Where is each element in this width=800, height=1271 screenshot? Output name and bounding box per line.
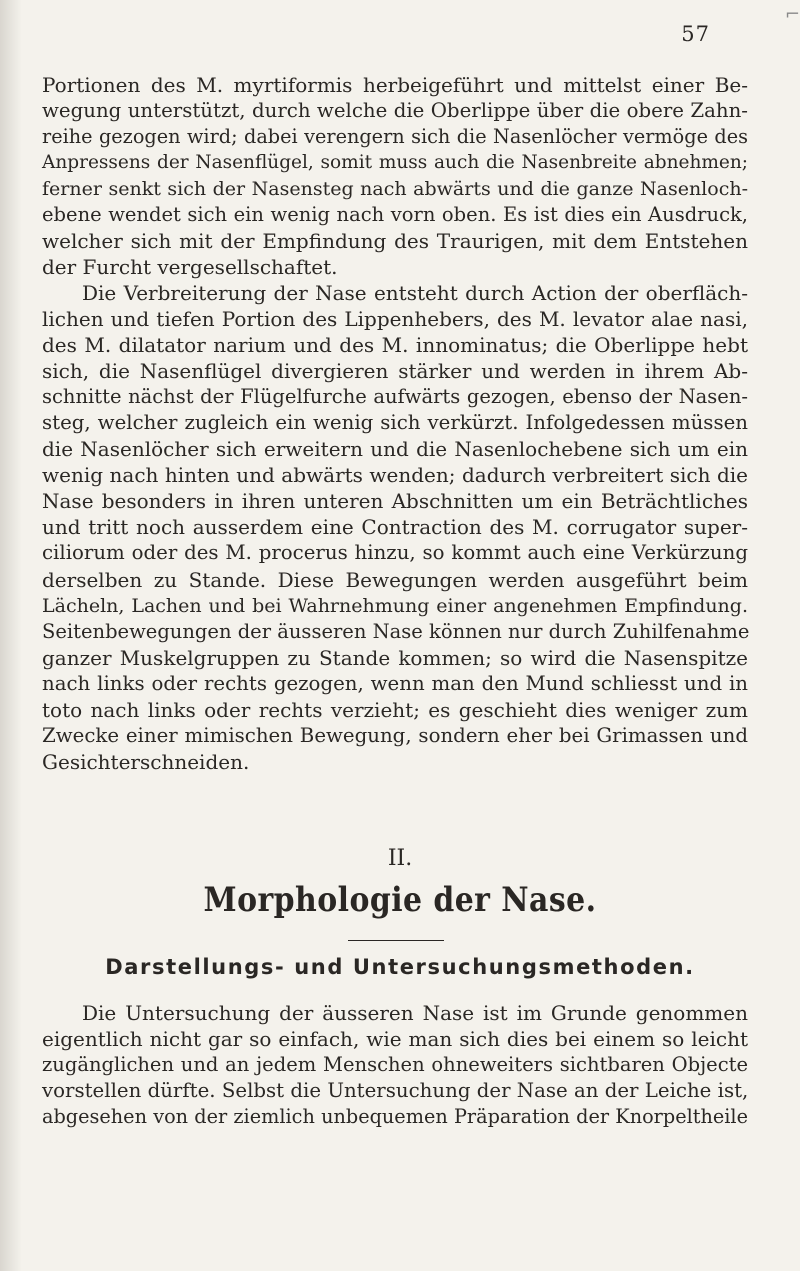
text-line: derselben zu Stande. Diese Bewegungen werden ausgeführt beim xyxy=(42,567,748,592)
text-line: sich, die Nasenflügel divergieren stärker und werden in ihrem Ab- xyxy=(42,359,748,384)
text-line: des M. dilatator narium und des M. innominatus; die Oberlippe hebt xyxy=(42,333,748,358)
text-line: der Furcht vergesellschaftet. xyxy=(42,255,338,280)
text-line: reihe gezogen wird; dabei verengern sich die Nasenlöcher vermöge des xyxy=(42,125,748,149)
text-line: ebene wendet sich ein wenig nach vorn oben. Es ist dies ein Ausdruck, xyxy=(42,203,748,227)
text-line: abgesehen von der ziemlich unbequemen Präparation der Knorpeltheile xyxy=(42,1105,748,1129)
subsection-heading: Darstellungs- und Untersuchungsmethoden. xyxy=(105,955,695,979)
paragraph-2 xyxy=(42,280,748,775)
text-line: Die Verbreiterung der Nase entsteht durch Action der oberfläch- xyxy=(82,281,748,305)
text-line: toto nach links oder rechts verzieht; es geschieht dies weniger zum xyxy=(42,697,748,722)
text-line: nach links oder rechts gezogen, wenn man den Mund schliesst und in xyxy=(42,671,748,695)
text-line: Seitenbewegungen der äusseren Nase können nur durch Zuhilfenahme xyxy=(42,619,750,643)
paragraph-3 xyxy=(42,1000,748,1130)
page-edge-shadow xyxy=(0,0,22,1271)
page-number: 57 xyxy=(681,22,710,46)
text-line: und tritt noch ausserdem eine Contraction des M. corrugator super- xyxy=(42,515,748,540)
text-line: Anpressens der Nasenflügel, somit muss auch die Nasenbreite abnehmen; xyxy=(42,152,748,174)
text-line: zugänglichen und an jedem Menschen ohneweiters sichtbaren Objecte xyxy=(42,1053,748,1077)
text-line: Zwecke einer mimischen Bewegung, sondern eher bei Grimassen und xyxy=(42,723,748,747)
paragraph-1 xyxy=(42,72,748,280)
section-title: Morphologie der Nase. xyxy=(203,880,597,920)
text-line: ciliorum oder des M. procerus hinzu, so kommt auch eine Verkürzung xyxy=(42,541,748,565)
text-line: Die Untersuchung der äusseren Nase ist im Grunde genommen xyxy=(82,1001,748,1025)
text-line: Nase besonders in ihren unteren Abschnitten um ein Beträchtliches xyxy=(42,489,748,514)
text-line: die Nasenlöcher sich erweitern und die Nasenlochebene sich um ein xyxy=(42,437,748,462)
text-line: vorstellen dürfte. Selbst die Untersuchung der Nase an der Leiche ist, xyxy=(42,1079,749,1103)
text-line: ferner senkt sich der Nasensteg nach abwärts und die ganze Nasenloch- xyxy=(42,178,748,201)
corner-mark: ⌐ xyxy=(784,4,800,25)
text-line: Portionen des M. myrtiformis herbeigeführt und mittelst einer Be- xyxy=(42,73,748,97)
text-line: schnitte nächst der Flügelfurche aufwärts gezogen, ebenso der Nasen- xyxy=(42,385,748,409)
text-line: eigentlich nicht gar so einfach, wie man sich dies bei einem so leicht xyxy=(42,1027,748,1052)
text-line: wegung unterstützt, durch welche die Oberlippe über die obere Zahn- xyxy=(42,99,748,123)
text-line: ganzer Muskelgruppen zu Stande kommen; so wird die Nasenspitze xyxy=(42,645,748,670)
text-line: Gesichterschneiden. xyxy=(42,749,250,774)
title-divider xyxy=(348,940,444,941)
section-numeral: II. xyxy=(387,846,413,871)
text-line: wenig nach hinten und abwärts wenden; dadurch verbreitert sich die xyxy=(42,463,748,488)
text-line: lichen und tiefen Portion des Lippenhebers, des M. levator alae nasi, xyxy=(42,307,748,332)
text-line: Lächeln, Lachen und bei Wahrnehmung einer angenehmen Empfindung. xyxy=(42,594,748,617)
text-line: welcher sich mit der Empfindung des Traurigen, mit dem Entstehen xyxy=(42,229,748,254)
text-line: steg, welcher zugleich ein wenig sich verkürzt. Infolgedessen müssen xyxy=(42,411,748,435)
